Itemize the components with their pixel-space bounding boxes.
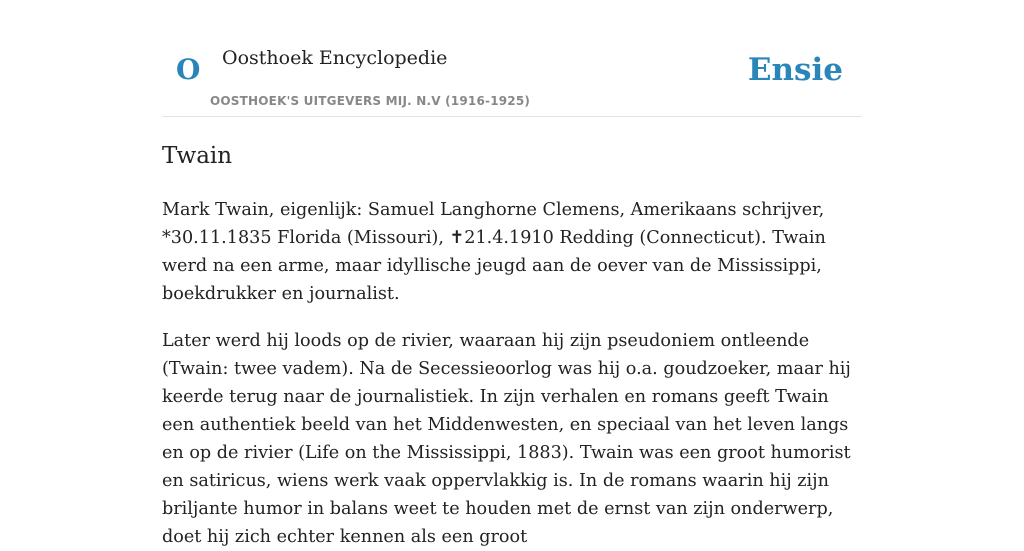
entry-paragraph: Later werd hij loods op de rivier, waaraan hij zijn pseudoniem ontleende (Twain: twee vadem). Na de Secessieoorlog was hij o.a. goudzoeker, maar hij keerde terug naar de journalistiek. In zijn verhalen en romans geeft Twain een authentiek beeld van het Middenwesten, en speciaal van het leven langs en op de rivier (Life on the Mississippi, 1883). Twain was een groot humorist en satiricus, wiens werk vaak oppervlakkig is. In de romans waarin hij zijn briljante humor in balans weet te houden met de ernst van zijn onderwerp, doet hij zich echter kennen als een groot [162,331,851,547]
entry-title: Twain [162,143,233,169]
source-header [162,0,862,117]
brand-logo-link[interactable]: Ensie [747,52,843,88]
source-subtitle: OOSTHOEK'S UITGEVERS MIJ. N.V (1916-1925) [210,94,531,108]
entry-paragraph: Mark Twain, eigenlijk: Samuel Langhorne Clemens, Amerikaans schrijver, *30.11.1835 Florida (Missouri), ✝21.4.1910 Redding (Connecticut). Twain werd na een arme, maar idyllische jeugd aan de oever van de Mississippi, boekdrukker en journalist. [162,200,826,304]
page [162,0,862,551]
source-title[interactable]: Oosthoek Encyclopedie [222,47,448,69]
source-logo[interactable]: O [176,53,201,86]
